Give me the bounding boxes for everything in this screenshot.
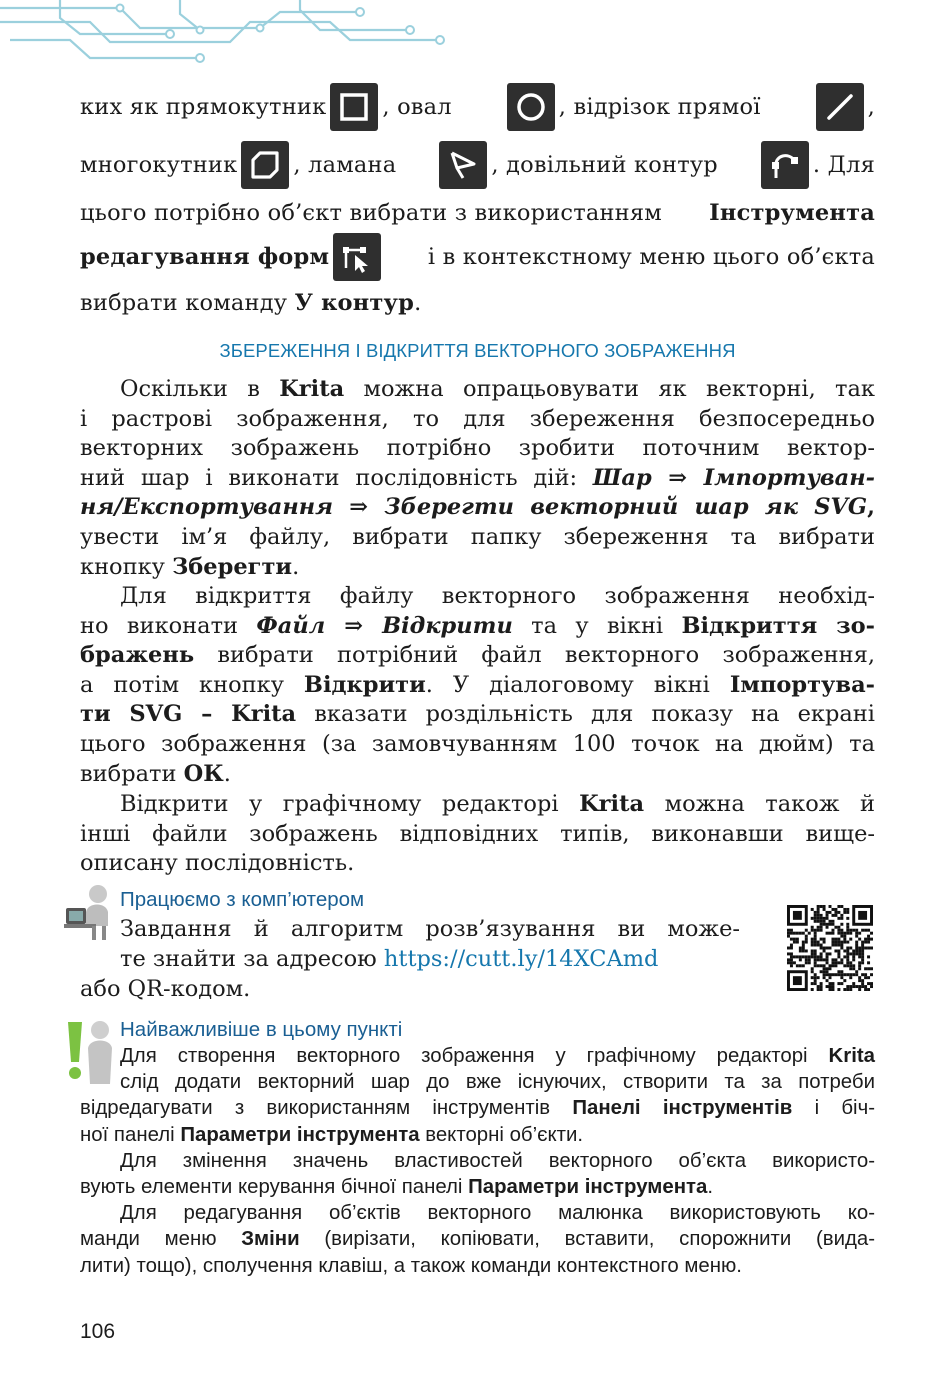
text-line: відредагувати з використанням інструментів Панелі інструментів і біч- [80,1097,875,1120]
intro-text: цього потрібно об’єкт вибрати з використанням [80,200,670,226]
polygon-tool-icon [241,141,289,189]
text-line: Відкрити у графічному редакторі Krita можна також й [120,791,875,817]
text-line: або QR-кодом. [80,976,251,1002]
intro-line-3 [80,200,875,226]
work-text [80,914,740,1004]
intro-text: ких як прямокутник [80,94,327,120]
intro-line-2 [80,140,875,190]
text-line: ний шар і виконати послідовність дій: Шар ⇒ Імпортуван- [80,464,875,491]
paragraph-other-files [80,790,875,879]
section-title: ЗБЕРЕЖЕННЯ І ВІДКРИТТЯ ВЕКТОРНОГО ЗОБРАЖЕННЯ [219,340,736,361]
polyline-tool-icon [439,141,487,189]
text-line: Оскільки в Krita можна опрацьовувати як векторні, так [120,376,875,402]
intro-text: , ламана [293,152,397,178]
paragraph-open [80,582,875,789]
circuit-decoration [0,0,470,70]
intro-line-4 [80,232,875,282]
text-line: Для змінення значень властивостей векторного об’єкта використо- [120,1149,875,1172]
text-line: Завдання й алгоритм розв’язування ви може- [120,916,740,942]
text-line: ня/Експортування ⇒ Зберегти векторний шар як SVG, [80,494,875,521]
text-line: а потім кнопку Відкрити. У діалоговому вікні Імпортува- [80,671,875,698]
text-line: но виконати Файл ⇒ Відкрити та у вікні Відкриття зо- [80,612,876,639]
text-line: слід додати векторний шар до вже існуючих, створити та за потреби [120,1071,875,1094]
tool-name: редагування форм [80,244,330,270]
tool-name: Інструмента [709,200,875,226]
important-title: Найважливіше в цьому пункті [120,1018,403,1041]
text-line: вибрати ОК. [80,760,231,787]
line-tool-icon [816,83,864,131]
text-line: лити) тощо), сполучення клавіш, а також команди контекстного меню. [80,1254,742,1277]
paragraph-save [80,375,875,582]
text-line: Для відкриття файлу векторного зображення необхід- [120,583,875,609]
page-number: 106 [80,1320,116,1343]
text-line: описану послідовність. [80,850,355,877]
intro-text: вибрати команду [80,290,295,316]
shape-edit-tool-icon [333,233,381,281]
qr-code[interactable] [787,905,873,991]
text-line: векторних зображень потрібно зробити поточним вектор- [80,435,875,462]
text-line: те знайти за адресою https://cutt.ly/14XCAmd [120,946,659,972]
text-line: бражень вибрати потрібний файл векторного зображення, [80,642,875,669]
intro-text: , овал [382,94,452,120]
ellipse-tool-icon [507,83,555,131]
rectangle-tool-icon [330,83,378,131]
intro-text: . [414,290,422,316]
intro-text: . Для [812,152,875,178]
text-line: і растрові зображення, то для збереження безпосередньо [80,405,875,432]
work-title: Працюємо з комп’ютером [120,888,365,911]
intro-text: і в контекстному меню цього об’єкта [427,244,875,270]
intro-line-1 [80,82,875,132]
text-line: Для редагування об’єктів векторного малюнка використовують ко- [120,1202,875,1225]
intro-text: , відрізок прямої [558,94,761,120]
intro-line-5 [80,290,875,316]
freehand-path-tool-icon [761,141,809,189]
important-text [80,1043,875,1279]
text-line: Для створення векторного зображення у графічному редакторі Krita [120,1045,875,1067]
command-name: У контур [294,290,415,316]
text-line: ної панелі Параметри інструмента векторні об’єкти. [80,1123,584,1146]
text-line: кнопку Зберегти. [80,553,300,580]
text-line: манди меню Зміни (вирізати, копіювати, вставити, спорожнити (вида- [80,1228,876,1251]
intro-text: , довільний контур [491,152,718,178]
intro-text: многокутник [80,152,238,178]
text-line: увести ім’я файлу, вибрати папку збереження та вибрати [80,523,875,550]
text-line: вують елементи керування бічної панелі Параметри інструмента. [80,1176,714,1199]
text-line: цього зображення (за замовчуванням 100 точок на дюйм) та [80,730,875,757]
intro-text: , [867,94,875,120]
task-link[interactable]: https://cutt.ly/14XCAmd [383,946,659,972]
text-line: інші файли зображень відповідних типів, виконавши вище- [80,820,875,847]
text-line: ти SVG – Krita вказати роздільність для показу на екрані [80,701,875,728]
